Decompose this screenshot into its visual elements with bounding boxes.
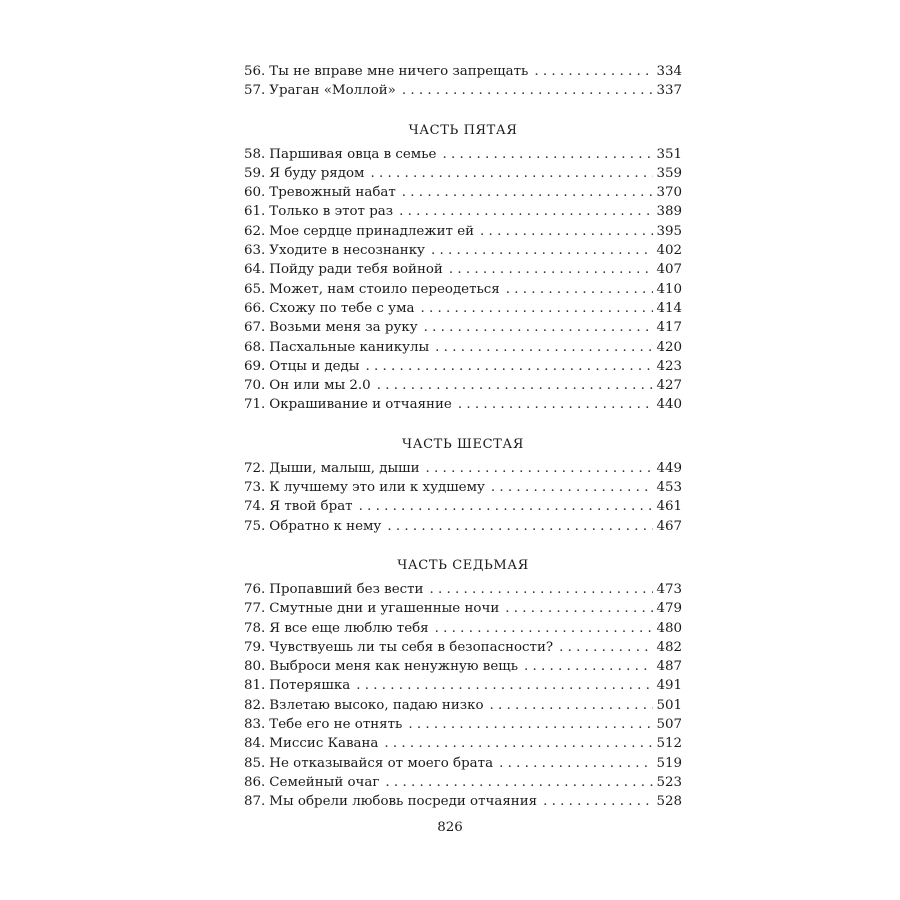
toc-group-part-6 — [244, 459, 682, 536]
toc-entry — [244, 638, 682, 657]
chapter-title: Выброси меня как ненужную вещь — [269, 659, 519, 675]
chapter-title: Ураган «Моллой» — [269, 83, 396, 99]
dot-leader — [402, 81, 654, 100]
dot-leader — [402, 183, 654, 202]
dot-leader — [506, 280, 654, 299]
chapter-title: Схожу по тебе с ума — [269, 300, 415, 316]
chapter-page: 473 — [656, 581, 682, 597]
chapter-number: 72. — [244, 460, 266, 476]
toc-entry — [244, 164, 682, 183]
part-heading: ЧАСТЬ ПЯТАЯ — [408, 122, 518, 138]
chapter-number: 68. — [244, 339, 266, 355]
chapter-number: 56. — [244, 64, 266, 79]
chapter-number: 69. — [244, 358, 266, 374]
chapter-page: 414 — [656, 300, 682, 316]
dot-leader — [435, 619, 654, 638]
toc-entry — [244, 145, 682, 164]
chapter-number: 77. — [244, 601, 266, 617]
chapter-number: 78. — [244, 620, 266, 636]
dot-leader — [429, 580, 653, 599]
chapter-title: Мое сердце принадлежит ей — [269, 223, 475, 239]
chapter-page: 417 — [656, 320, 682, 336]
chapter-title: Возьми меня за руку — [269, 320, 418, 336]
dot-leader — [559, 638, 653, 657]
toc-entry — [244, 183, 682, 202]
chapter-number: 82. — [244, 697, 266, 713]
chapter-title: Ты не вправе мне ничего запрещать — [269, 64, 529, 79]
chapter-page: 479 — [656, 601, 682, 617]
dot-leader — [387, 517, 653, 536]
toc-entry — [244, 754, 682, 773]
chapter-page: 402 — [656, 243, 682, 259]
dot-leader — [491, 478, 654, 497]
chapter-page: 407 — [656, 262, 682, 278]
chapter-page: 359 — [656, 165, 682, 181]
chapter-page: 482 — [656, 639, 682, 655]
chapter-number: 80. — [244, 659, 266, 675]
toc-entry — [244, 62, 682, 81]
toc-entry — [244, 580, 682, 599]
chapter-number: 76. — [244, 581, 266, 597]
dot-leader — [435, 338, 653, 357]
part-heading: ЧАСТЬ СЕДЬМАЯ — [397, 557, 529, 573]
chapter-page: 420 — [656, 339, 682, 355]
chapter-title: Обратно к нему — [269, 518, 382, 534]
dot-leader — [449, 260, 654, 279]
dot-leader — [499, 754, 653, 773]
toc-group-part-5 — [244, 145, 682, 415]
chapter-page: 440 — [656, 397, 682, 413]
chapter-title: Дыши, малыш, дыши — [269, 460, 420, 476]
chapter-title: Чувствуешь ли ты себя в безопасности? — [269, 639, 554, 655]
chapter-title: Он или мы 2.0 — [269, 378, 371, 394]
table-of-contents — [244, 62, 682, 812]
toc-entry — [244, 376, 682, 395]
chapter-page: 423 — [656, 358, 682, 374]
dot-leader — [385, 773, 653, 792]
chapter-number: 63. — [244, 243, 266, 259]
dot-leader — [442, 145, 653, 164]
chapter-number: 74. — [244, 499, 266, 515]
dot-leader — [524, 657, 653, 676]
chapter-number: 75. — [244, 518, 266, 534]
chapter-title: К лучшему это или к худшему — [269, 480, 485, 496]
chapter-page: 491 — [656, 678, 682, 694]
chapter-number: 84. — [244, 736, 266, 752]
chapter-number: 61. — [244, 204, 266, 220]
dot-leader — [365, 357, 653, 376]
dot-leader — [408, 715, 653, 734]
chapter-page: 501 — [656, 697, 682, 713]
dot-leader — [356, 676, 653, 695]
toc-entry — [244, 599, 682, 618]
chapter-title: Взлетаю высоко, падаю низко — [269, 697, 484, 713]
chapter-number: 87. — [244, 794, 266, 810]
toc-entry — [244, 280, 682, 299]
toc-entry — [244, 478, 682, 497]
chapter-title: Окрашивание и отчаяние — [269, 397, 452, 413]
chapter-title: Миссис Кавана — [269, 736, 379, 752]
toc-entry — [244, 338, 682, 357]
toc-entry — [244, 619, 682, 638]
chapter-title: Я все еще люблю тебя — [269, 620, 429, 636]
chapter-number: 73. — [244, 480, 266, 496]
toc-entry — [244, 318, 682, 337]
dot-leader — [426, 459, 654, 478]
chapter-page: 334 — [656, 64, 682, 79]
toc-entry — [244, 715, 682, 734]
chapter-page: 507 — [656, 717, 682, 733]
toc-entry — [244, 81, 682, 100]
chapter-title: Потеряшка — [269, 678, 351, 694]
dot-leader — [480, 222, 653, 241]
chapter-number: 66. — [244, 300, 266, 316]
dot-leader — [377, 376, 654, 395]
chapter-title: Смутные дни и угашенные ночи — [269, 601, 500, 617]
chapter-page: 427 — [656, 378, 682, 394]
dot-leader — [420, 299, 653, 318]
chapter-number: 58. — [244, 146, 266, 162]
chapter-title: Семейный очаг — [269, 774, 380, 790]
dot-leader — [359, 497, 654, 516]
chapter-number: 60. — [244, 185, 266, 201]
chapter-title: Я твой брат — [269, 499, 353, 515]
chapter-page: 453 — [656, 480, 682, 496]
chapter-page: 512 — [656, 736, 682, 752]
chapter-title: Я буду рядом — [269, 165, 365, 181]
chapter-page: 519 — [656, 755, 682, 771]
dot-leader — [431, 241, 654, 260]
toc-entry — [244, 517, 682, 536]
chapter-page: 337 — [656, 83, 682, 99]
chapter-page: 351 — [656, 146, 682, 162]
toc-entry — [244, 222, 682, 241]
toc-group-part-7 — [244, 580, 682, 812]
chapter-title: Тебе его не отнять — [269, 717, 403, 733]
dot-leader — [384, 734, 653, 753]
chapter-title: Пропавший без вести — [269, 581, 424, 597]
chapter-page: 487 — [656, 659, 682, 675]
toc-entry — [244, 676, 682, 695]
dot-leader — [490, 696, 654, 715]
chapter-title: Не отказывайся от моего брата — [269, 755, 494, 771]
chapter-title: Пойду ради тебя войной — [269, 262, 443, 278]
toc-entry — [244, 260, 682, 279]
toc-entry — [244, 696, 682, 715]
chapter-page: 449 — [656, 460, 682, 476]
toc-entry — [244, 299, 682, 318]
toc-entry — [244, 792, 682, 811]
chapter-title: Уходите в несознанку — [269, 243, 425, 259]
chapter-page: 467 — [656, 518, 682, 534]
chapter-number: 59. — [244, 165, 266, 181]
chapter-title: Тревожный набат — [269, 185, 396, 201]
chapter-number: 81. — [244, 678, 266, 694]
toc-entry — [244, 202, 682, 221]
toc-entry — [244, 657, 682, 676]
toc-entry — [244, 395, 682, 414]
chapter-number: 70. — [244, 378, 266, 394]
toc-group-continued — [244, 62, 682, 101]
chapter-title: Мы обрели любовь посреди отчаяния — [269, 794, 538, 810]
toc-entry — [244, 497, 682, 516]
toc-entry — [244, 773, 682, 792]
dot-leader — [505, 599, 653, 618]
chapter-page: 523 — [656, 774, 682, 790]
chapter-number: 71. — [244, 397, 266, 413]
chapter-title: Пасхальные каникулы — [269, 339, 430, 355]
chapter-number: 62. — [244, 223, 266, 239]
part-heading: ЧАСТЬ ШЕСТАЯ — [402, 436, 524, 452]
dot-leader — [399, 202, 653, 221]
chapter-number: 67. — [244, 320, 266, 336]
chapter-number: 79. — [244, 639, 266, 655]
chapter-title: Отцы и деды — [269, 358, 360, 374]
dot-leader — [424, 318, 654, 337]
chapter-title: Может, нам стоило переодеться — [269, 281, 500, 297]
toc-entry — [244, 734, 682, 753]
chapter-number: 83. — [244, 717, 266, 733]
toc-entry — [244, 459, 682, 478]
chapter-page: 389 — [656, 204, 682, 220]
chapter-title: Только в этот раз — [269, 204, 394, 220]
chapter-number: 85. — [244, 755, 266, 771]
toc-entry — [244, 241, 682, 260]
page-number: 826 — [437, 820, 463, 835]
chapter-number: 86. — [244, 774, 266, 790]
dot-leader — [534, 62, 653, 81]
dot-leader — [543, 792, 653, 811]
dot-leader — [370, 164, 653, 183]
chapter-number: 64. — [244, 262, 266, 278]
chapter-page: 370 — [656, 185, 682, 201]
chapter-number: 57. — [244, 83, 266, 99]
chapter-page: 461 — [656, 499, 682, 515]
dot-leader — [458, 395, 654, 414]
chapter-title: Паршивая овца в семье — [269, 146, 437, 162]
chapter-page: 528 — [656, 794, 682, 810]
toc-entry — [244, 357, 682, 376]
chapter-page: 480 — [656, 620, 682, 636]
chapter-page: 395 — [656, 223, 682, 239]
chapter-page: 410 — [656, 281, 682, 297]
chapter-number: 65. — [244, 281, 266, 297]
